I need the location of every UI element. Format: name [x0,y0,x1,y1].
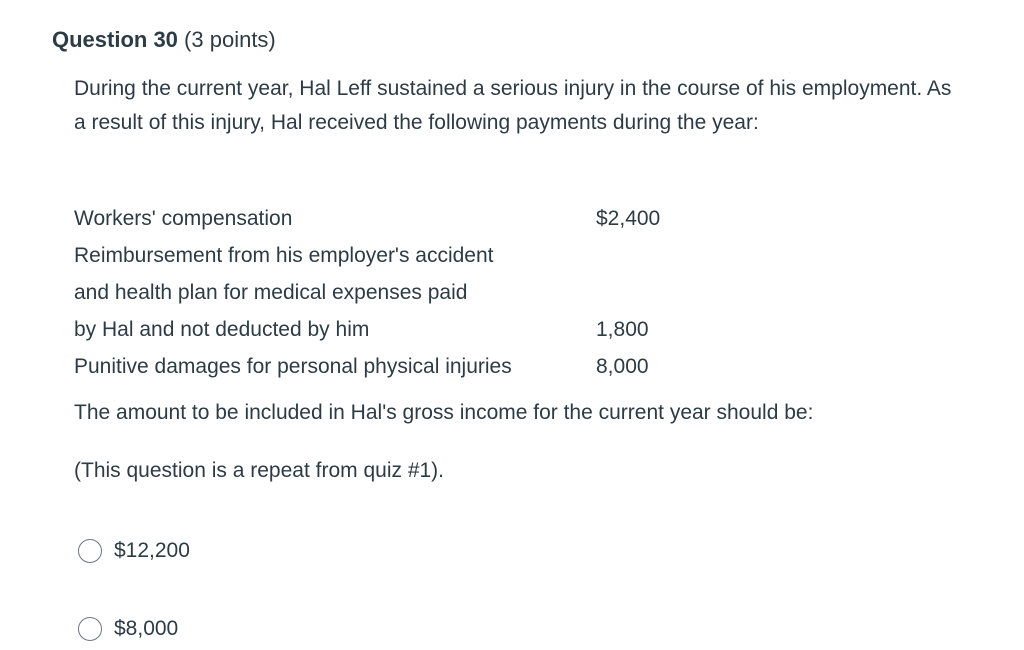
payment-label: Reimbursement from his employer's accident [74,244,494,267]
payment-row [74,200,694,237]
payment-row [74,274,694,311]
answer-label[interactable]: $12,200 [114,539,190,562]
question-title: Question 30 [52,27,178,52]
question-prompt: During the current year, Hal Leff sustained a serious injury in the course of his employment. As a result of this injury, Hal received the following payments during the year: [74,77,952,134]
payment-label: Punitive damages for personal physical injuries [74,355,512,378]
payment-row [74,237,694,274]
answer-option[interactable] [78,536,190,566]
payments-table [74,200,694,385]
payment-amount: $2,400 [596,207,661,230]
payment-label: and health plan for medical expenses paid [74,281,468,304]
question-points: (3 points) [184,27,276,52]
payment-amount: 1,800 [596,318,649,341]
payment-label: Workers' compensation [74,207,293,230]
payment-row [74,348,694,385]
answer-label[interactable]: $8,000 [114,617,179,640]
answer-option[interactable] [78,614,178,644]
question-note: (This question is a repeat from quiz #1). [74,459,445,482]
payment-label: by Hal and not deducted by him [74,318,370,341]
radio-button[interactable] [78,539,102,563]
payment-amount: 8,000 [596,355,649,378]
payment-row [74,311,694,348]
question-header [52,26,276,54]
radio-button[interactable] [78,617,102,641]
question-ask: The amount to be included in Hal's gross income for the current year should be: [74,401,814,424]
